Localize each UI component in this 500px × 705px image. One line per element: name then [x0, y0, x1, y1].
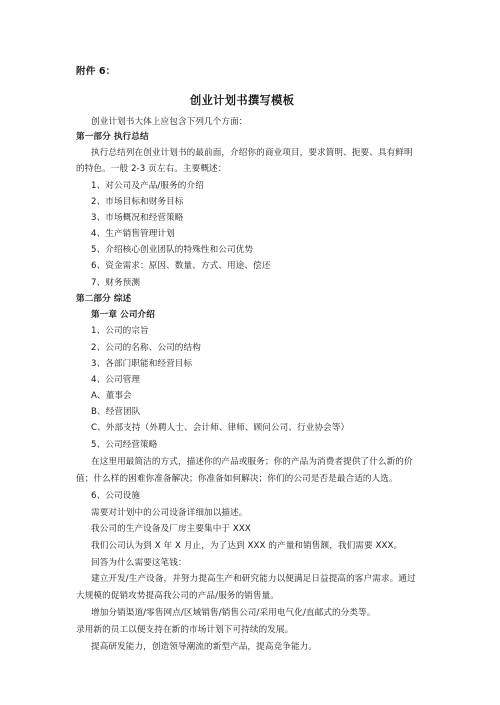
document-title: 创业计划书撰写模板: [190, 94, 295, 107]
part2-item-5: 5、公司经营策略: [91, 440, 158, 450]
part1-heading: 第一部分 执行总结: [76, 132, 149, 142]
part2-item-1: 1、公司的宗旨: [91, 326, 149, 336]
part2-item-4: 4、公司管理: [91, 375, 141, 385]
facility-line-4: 回答为什么需要这笔钱：: [91, 558, 187, 568]
part2-heading: 第二部分 综述: [76, 294, 132, 304]
part2-item-6: 6、公司设施: [91, 491, 141, 501]
part1-item-4: 4、生产销售管理计划: [91, 229, 175, 239]
annex-label: 附件 6：: [76, 66, 116, 77]
strategy-paragraph-line2: 值；什么样的困难你准备解决；你准备如何解决；你们的公司是否是最合适的人选。: [76, 474, 398, 484]
facility-line-8: 录用新的员工以便支持在新的市场计划下可持续的发展。: [76, 625, 294, 635]
facility-line-3: 我们公司认为到 X 年 X 月止，为了达到 XXX 的产量和销售额，我们需要 XXX。: [91, 541, 403, 551]
facility-line-7: 增加分销渠道/零售网点/区域销售/销售公司/采用电气化/直邮式的分类等。: [91, 608, 376, 618]
facility-line-9: 提高研发能力，创造领导潮流的新型产品，提高竞争能力。: [91, 642, 318, 652]
facility-line-6: 大规模的促销攻势提高我公司的产品/服务的销售量。: [76, 591, 279, 601]
part1-item-7: 7、财务预测: [91, 278, 141, 288]
part2-item-2: 2、公司的名称、公司的结构: [91, 343, 201, 353]
part1-item-6: 6、资金需求：原因、数量、方式、用途、偿还: [91, 261, 271, 271]
facility-line-2: 我公司的生产设备及厂房主要集中于 XXX: [91, 524, 251, 534]
facility-line-1: 需要对计划中的公司设备详细加以描述。: [91, 508, 248, 518]
facility-line-5: 建立开发/生产设备，并努力提高生产和研究能力以便满足日益提高的客户需求。通过: [91, 574, 416, 584]
part1-item-5: 5、介绍核心创业团队的特殊性和公司优势: [91, 245, 254, 255]
part1-paragraph-line1: 执行总结列在创业计划书的最前面，介绍你的商业项目，要求简明、扼要、具有鲜明: [91, 148, 413, 158]
part1-item-3: 3、市场概况和经营策略: [91, 213, 184, 223]
part2-item-3: 3、各部门职能和经营目标: [91, 359, 193, 369]
part2-item-c: C、外部支持（外聘人士、会计师、律师、顾问公司、行业协会等）: [91, 423, 350, 433]
part1-item-2: 2、市场目标和财务目标: [91, 197, 184, 207]
part1-item-1: 1、对公司及产品/服务的介绍: [91, 181, 204, 191]
chapter1-heading: 第一章 公司介绍: [91, 310, 155, 320]
part1-paragraph-line2: 的特色。一般 2-3 页左右。主要概述：: [76, 164, 227, 174]
part2-item-a: A、董事会: [91, 391, 132, 401]
intro-text: 创业计划书大体上应包含下列几个方面：: [91, 117, 248, 127]
part2-item-b: B、经营团队: [91, 407, 141, 417]
strategy-paragraph-line1: 在这里用最简洁的方式，描述你的产品或服务；你的产品为消费者提供了什么新的价: [91, 457, 413, 467]
